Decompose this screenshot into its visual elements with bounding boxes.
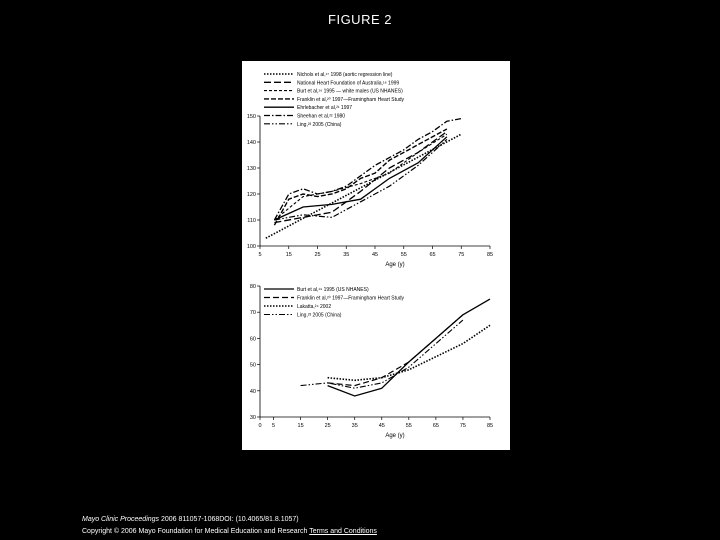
y-tick-label: 130: [246, 166, 256, 172]
journal-name: Mayo Clinic Proceedings: [82, 516, 160, 523]
x-tick-label: 45: [378, 423, 385, 429]
x-tick-label: 35: [351, 423, 358, 429]
y-tick-label: 110: [247, 218, 256, 224]
legend-label: Lakatta,²⁴ 2002: [297, 304, 332, 310]
legend-label: Franklin et al,²⁰ 1997—Framingham Heart Study: [297, 96, 405, 103]
x-tick-label: 65: [432, 423, 439, 429]
x-axis-title: Age (y): [385, 433, 405, 439]
terms-link[interactable]: Terms and Conditions: [309, 528, 377, 535]
y-tick-label: 70: [249, 310, 256, 317]
y-tick-label: 40: [249, 388, 256, 395]
legend-label: National Heart Foundation of Australia,¹⁸ 1999: [297, 80, 400, 87]
citation-text: 2006 811057-1068DOI: (10.4065/81.8.1057): [159, 516, 299, 523]
series-line-0-3: [274, 129, 447, 225]
series-line-1-2: [328, 325, 490, 380]
citation-line: [82, 514, 377, 526]
y-tick-label: 150: [246, 114, 256, 120]
series-line-1-0: [328, 299, 490, 396]
copyright-line: [82, 526, 377, 538]
x-axis-title: Age (y): [385, 262, 405, 268]
x-tick-label: 0: [258, 423, 262, 429]
y-tick-label: 60: [249, 336, 256, 343]
legend-label: Burt et al,¹⁹ 1995 (US NHANES): [297, 287, 369, 293]
legend-label: Ling,²³ 2005 (China): [297, 121, 342, 128]
figure-panel: [236, 61, 510, 450]
y-tick-label: 50: [249, 362, 256, 369]
y-tick-label: 120: [246, 192, 256, 198]
x-tick-label: 35: [343, 252, 350, 258]
legend-label: Burt et al,¹⁹ 1995 — white males (US NHANES): [297, 88, 403, 95]
x-tick-label: 75: [458, 252, 465, 258]
legend-label: Franklin et al,²⁰ 1997—Framingham Heart Study: [297, 295, 405, 302]
footer: [82, 514, 377, 538]
x-tick-label: 55: [405, 423, 412, 429]
x-tick-label: 55: [400, 252, 407, 258]
x-tick-label: 5: [271, 423, 276, 429]
y-tick-label: 100: [246, 244, 256, 250]
y-tick-label: 80: [249, 284, 256, 290]
x-tick-label: 25: [314, 252, 321, 258]
x-tick-label: 15: [297, 423, 304, 429]
series-line-0-2: [274, 134, 447, 220]
legend-label: Ehrlebacher et al,²¹ 1997: [297, 105, 353, 112]
x-tick-label: 15: [285, 252, 292, 258]
x-tick-label: 85: [486, 252, 494, 258]
line-charts: [236, 61, 510, 450]
series-line-0-5: [274, 119, 461, 220]
legend-label: Sheehan et al,²² 1980: [297, 113, 346, 120]
y-axis-title: Pressure (mm Hg): [236, 156, 242, 206]
x-tick-label: 85: [486, 423, 494, 429]
x-tick-label: 65: [429, 252, 436, 258]
figure-title: FIGURE 2: [328, 12, 392, 27]
x-tick-label: 25: [324, 423, 331, 429]
y-tick-label: 140: [246, 140, 256, 146]
x-tick-label: 75: [459, 423, 467, 429]
x-tick-label: 45: [371, 252, 379, 258]
legend-label: Ling,²³ 2005 (China): [297, 312, 342, 319]
y-tick-label: 30: [249, 415, 256, 421]
copyright-text: Copyright © 2006 Mayo Foundation for Medical Education and Research: [82, 528, 308, 535]
y-axis-title: Pressure (mm Hg): [236, 326, 242, 377]
x-tick-label: 5: [258, 252, 262, 258]
legend-label: Nichols et al,¹⁷ 1998 (aortic regression line): [297, 72, 393, 78]
